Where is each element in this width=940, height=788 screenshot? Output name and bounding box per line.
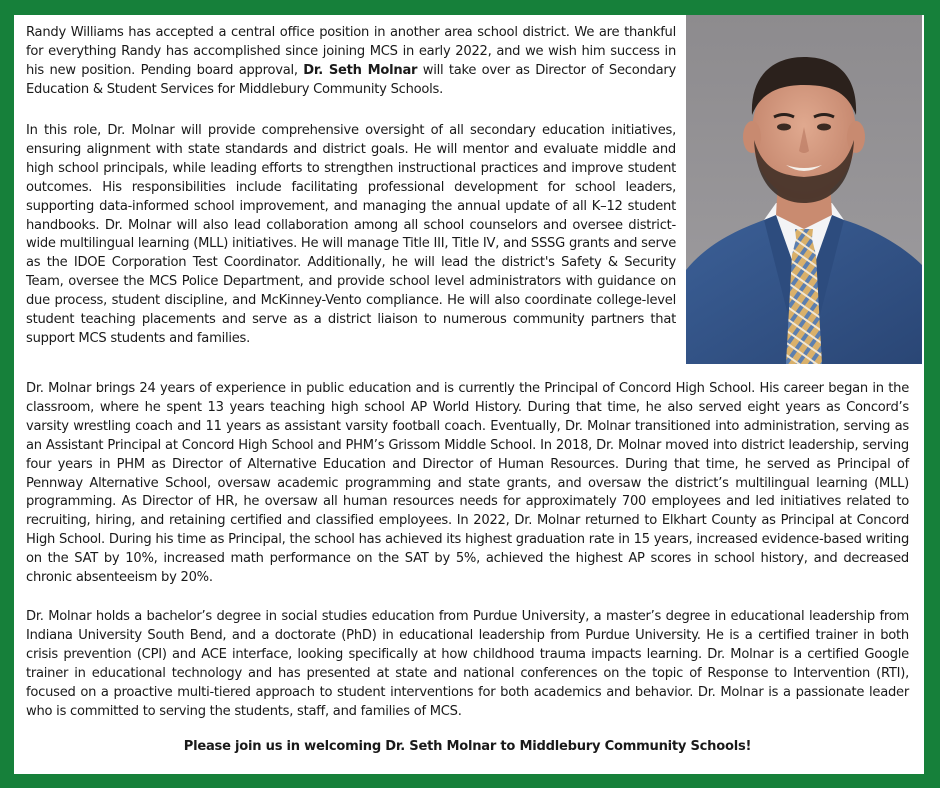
education-paragraph: Dr. Molnar holds a bachelor’s degree in social studies education from Purdue University, a master’s degree in educational leadership from Indiana University South Bend, and a doctorate (PhD) in educational leadership from Purdue University. He is a certified trainer in both crisis prevention (CPI) and ACE interface, looking specifically at how childhood trauma impacts learning. Dr. Molnar is a certified Google trainer in educational technology and has presented at state and national conferences on the topic of Response to Intervention (RTI), focused on a proactive multi-tiered approach to student interventions for both academics and behavior. Dr. Molnar is a passionate leader who is committed to serving the students, staff, and families of MCS. [26,609,909,719]
intro-text-end: will take over as Director of Secondary Education & Student Services for Middlebury Community Schools. [26,62,676,97]
intro-text: Randy Williams has accepted a central office position in another area school district. We are thankful for everything Randy has accomplished since joining MCS in early 2022, and we wish him success in his new position. Pending board approval, [26,25,676,78]
intro-paragraph [26,24,676,100]
closing-statement: Please join us in welcoming Dr. Seth Molnar to Middlebury Community Schools! [183,739,752,754]
new-director-name: Dr. Seth Molnar [303,62,418,78]
experience-paragraph: Dr. Molnar brings 24 years of experience in public education and is currently the Principal of Concord High School. His career began in the classroom, where he spent 13 years teaching high school AP World History. During that time, he also served eight years as Concord’s varsity wrestling coach and 11 years as assistant varsity football coach. Eventually, Dr. Molnar transitioned into administration, serving as an Assistant Principal at Concord High School and PHM’s Grissom Middle School. In 2018, Dr. Molnar moved into district leadership, serving four years in PHM as Director of Alternative Education and Director of Human Resources. During that time, he served as Principal of Pennway Alternative School, oversaw academic programming and state grants, and oversaw the district’s multilingual learning (MLL) programming. As Director of HR, he oversaw all human resources needs for approximately 700 employees and led initiatives related to recruiting, hiring, and retaining certified and classified employees. In 2022, Dr. Molnar returned to Elkhart County as Principal at Concord High School. During his time as Principal, the school has achieved its highest graduation rate in 15 years, increased evidence-based writing on the SAT by 10%, increased math performance on the SAT by 5%, achieved the highest AP scores in school history, and decreased chronic absenteeism by 20%. [26,381,909,586]
role-paragraph: In this role, Dr. Molnar will provide comprehensive oversight of all secondary education initiatives, ensuring alignment with state standards and district goals. He will mentor and evaluate middle and high school principals, while leading efforts to strengthen instructional practices and improve student outcomes. His responsibilities include facilitating professional development for school leaders, supporting data-informed school improvement, and managing the annual update of all K–12 student handbooks. Dr. Molnar will also lead collaboration among all school counselors and oversee district-wide multilingual learning (MLL) initiatives. He will manage Title III, Title IV, and SSSG grants and serve as the IDOE Corporation Test Coordinator. Additionally, he will lead the district's Safety & Security Team, oversee the MCS Police Department, and provide school level administrators with guidance on due process, student discipline, and McKinney-Vento compliance. He will also coordinate college-level student teaching placements and serve as a district liaison to numerous community partners that support MCS students and families. [26,123,676,346]
portrait-photo [686,15,922,364]
